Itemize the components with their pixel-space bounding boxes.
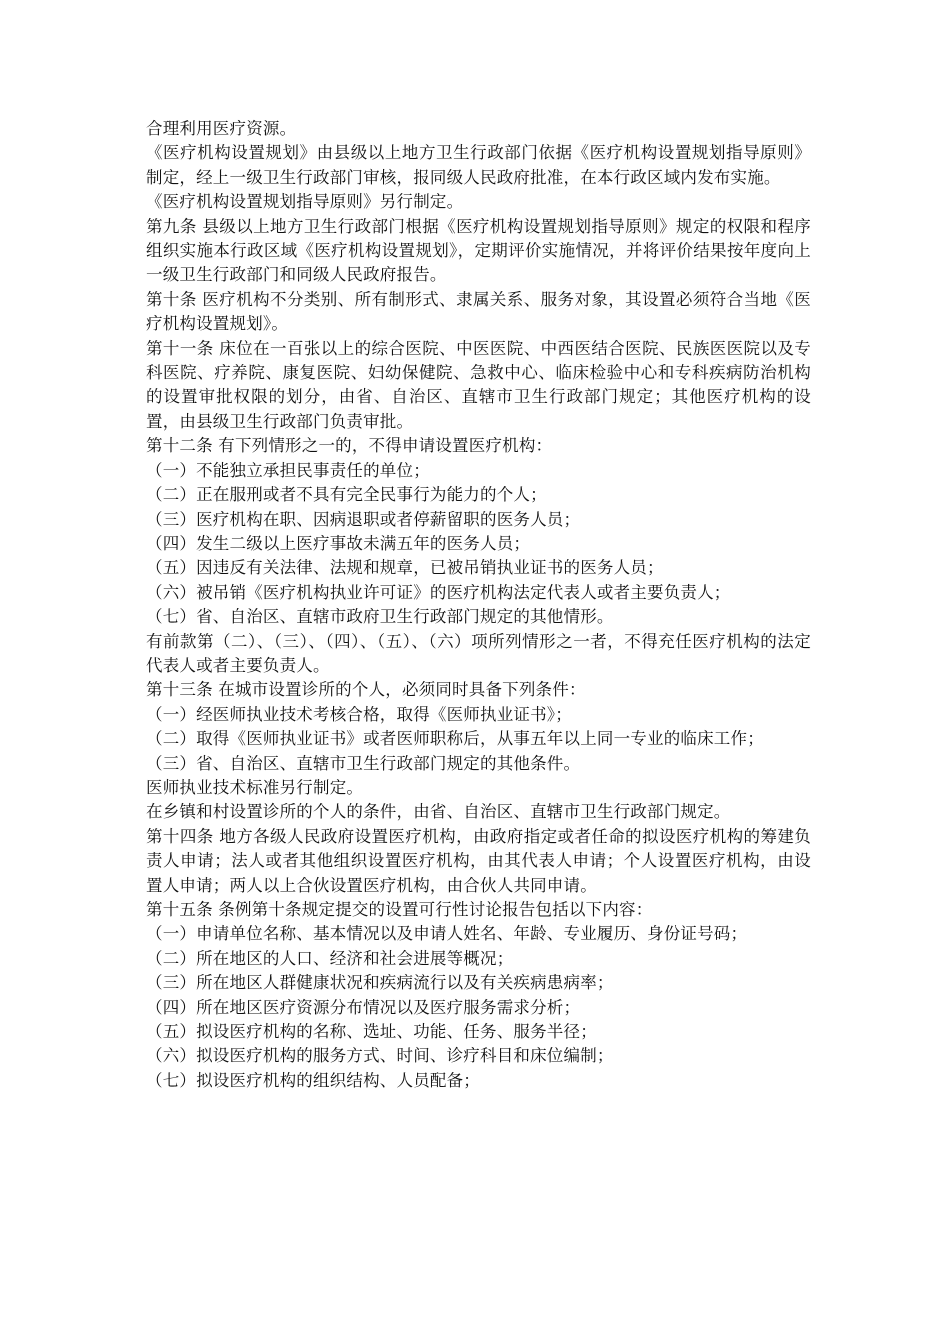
list-item: （五）因违反有关法律、法规和规章，已被吊销执业证书的医务人员； <box>146 558 664 578</box>
paragraph: 《医疗机构设置规划指导原则》另行制定。 <box>146 192 464 212</box>
list-item: （七）拟设医疗机构的组织结构、人员配备； <box>146 1070 480 1090</box>
list-item: （二）取得《医师执业证书》或者医师职称后，从事五年以上同一专业的临床工作； <box>146 729 764 749</box>
list-item: （四）发生二级以上医疗事故未满五年的医务人员； <box>146 533 531 553</box>
list-item: （三）医疗机构在职、因病退职或者停薪留职的医务人员； <box>146 509 581 529</box>
list-item: （一）经医师执业技术考核合格，取得《医师执业证书》； <box>146 704 572 724</box>
paragraph: 在乡镇和村设置诊所的个人的条件，由省、自治区、直辖市卫生行政部门规定。 <box>146 802 731 822</box>
article-14: 第十四条 地方各级人民政府设置医疗机构，由政府指定或者任命的拟设医疗机构的筹建负责人申请；法人或者其他组织设置医疗机构，由其代表人申请；个人设置医疗机构，由设置人申请；两人以上合伙设置医疗机构，由合伙人共同申请。 <box>146 826 811 895</box>
list-item: （三）所在地区人群健康状况和疾病流行以及有关疾病患病率； <box>146 973 614 993</box>
list-item: （四）所在地区医疗资源分布情况以及医疗服务需求分析； <box>146 997 581 1017</box>
list-item: （六）拟设医疗机构的服务方式、时间、诊疗科目和床位编制； <box>146 1046 614 1066</box>
article-13: 第十三条 在城市设置诊所的个人，必须同时具备下列条件： <box>146 680 586 700</box>
list-item: （二）正在服刑或者不具有完全民事行为能力的个人； <box>146 485 547 505</box>
document-body <box>146 117 811 1093</box>
article-15: 第十五条 条例第十条规定提交的设置可行性讨论报告包括以下内容： <box>146 900 653 919</box>
article-11: 第十一条 床位在一百张以上的综合医院、中医医院、中西医结合医院、民族医医院以及专科医院、疗养院、康复医院、妇幼保健院、急救中心、临床检验中心和专科疾病防治机构的设置审批权限的划分，由省、自治区、直辖市卫生行政部门规定；其他医疗机构的设置，由县级卫生行政部门负责审批。 <box>146 338 811 431</box>
list-item: （七）省、自治区、直辖市政府卫生行政部门规定的其他情形。 <box>146 607 614 627</box>
article-9: 第九条 县级以上地方卫生行政部门根据《医疗机构设置规划指导原则》规定的权限和程序组织实施本行政区域《医疗机构设置规划》，定期评价实施情况，并将评价结果按年度向上一级卫生行政部门和同级人民政府报告。 <box>146 216 811 285</box>
paragraph: 合理利用医疗资源。 <box>146 119 297 138</box>
list-item: （一）不能独立承担民事责任的单位； <box>146 460 430 480</box>
paragraph: 《医疗机构设置规划》由县级以上地方卫生行政部门依据《医疗机构设置规划指导原则》制定，经上一级卫生行政部门审核，报同级人民政府批准，在本行政区域内发布实施。 <box>146 143 811 187</box>
list-item: （三）省、自治区、直辖市卫生行政部门规定的其他条件。 <box>146 753 581 773</box>
paragraph: 有前款第（二）、（三）、（四）、（五）、（六）项所列情形之一者，不得充任医疗机构的法定代表人或者主要负责人。 <box>146 631 811 675</box>
list-item: （一）申请单位名称、基本情况以及申请人姓名、年龄、专业履历、身份证号码； <box>146 924 748 944</box>
article-12: 第十二条 有下列情形之一的，不得申请设置医疗机构： <box>146 436 553 456</box>
list-item: （二）所在地区的人口、经济和社会进展等概况； <box>146 948 514 968</box>
article-10: 第十条 医疗机构不分类别、所有制形式、隶属关系、服务对象，其设置必须符合当地《医疗机构设置规划》。 <box>146 289 811 334</box>
list-item: （六）被吊销《医疗机构执业许可证》的医疗机构法定代表人或者主要负责人； <box>146 582 731 602</box>
list-item: （五）拟设医疗机构的名称、选址、功能、任务、服务半径； <box>146 1022 597 1042</box>
paragraph: 医师执业技术标准另行制定。 <box>146 777 364 797</box>
